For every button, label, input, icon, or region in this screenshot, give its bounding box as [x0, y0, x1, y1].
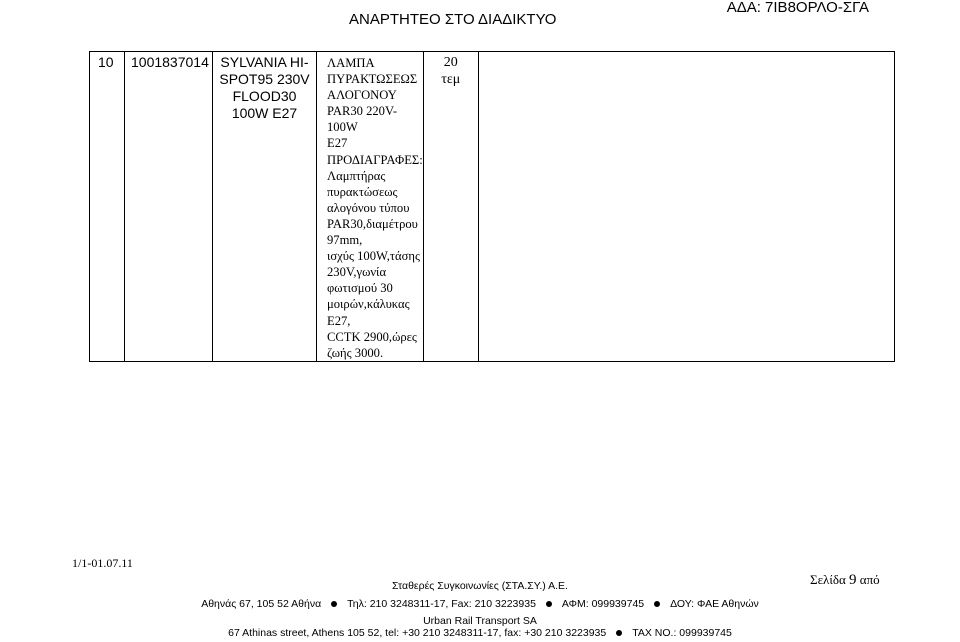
document-header-title: ΑΝΑΡΤΗΤΕΟ ΣΤΟ ΔΙΑΔΙΚΤΥΟ [349, 11, 557, 28]
description-line: μοιρών,κάλυκας [327, 297, 410, 312]
ada-code: ΑΔΑ: 7ΙΒ8ΟΡΛΟ-ΣΓΑ [726, 0, 869, 16]
footer-tax-office-greek: ΔΟΥ: ΦΑΕ Αθηνών [670, 598, 759, 610]
quantity-value: 20 [443, 55, 458, 70]
description-line: ισχύς 100W,τάσης [327, 249, 420, 264]
footer-contact-greek [0, 598, 960, 610]
item-number: 10 [90, 52, 125, 362]
description-line: PAR30 220V-100W [327, 104, 398, 135]
empty-cell [478, 52, 894, 362]
bullet-icon [616, 630, 622, 636]
product-line: 100W E27 [231, 105, 298, 121]
footer-date: 1/1-01.07.11 [72, 556, 133, 570]
description-line: CCTK 2900,ώρες [327, 329, 417, 344]
description-line: 230V,γωνία [327, 265, 387, 280]
description-line: αλογόνου τύπου [327, 200, 410, 215]
product-line: SPOT95 230V [219, 71, 310, 87]
description-line: ζωής 3000. [327, 345, 384, 360]
page-suffix: από [859, 572, 880, 587]
bullet-icon [546, 601, 552, 607]
footer-company-greek: Σταθερές Συγκοινωνίες (ΣΤΑ.ΣΥ.) Α.Ε. [392, 580, 568, 592]
footer-vat-greek: ΑΦΜ: 099939745 [561, 598, 645, 610]
description-line: PAR30,διαμέτρου [327, 216, 418, 231]
footer-phone-greek: Τηλ: 210 3248311-17, Fax: 210 3223935 [347, 598, 536, 610]
item-code: 1001837014 [125, 52, 213, 362]
footer-tax-english: TAX NO.: 099939745 [632, 627, 732, 639]
bullet-icon [654, 601, 660, 607]
footer-address-english: 67 Athinas street, Athens 105 52, tel: +30 210 3248311-17, fax: +30 210 3223935 [228, 627, 607, 639]
description-line: ΛΑΜΠΑ [327, 56, 375, 70]
description-line: ΠΡΟΔΙΑΓΡΑΦΕΣ: [327, 152, 423, 167]
item-quantity [423, 52, 478, 362]
description-line: ΑΛΟΓΟΝΟΥ [327, 88, 397, 103]
bullet-icon [331, 601, 337, 607]
footer-contact-english [0, 627, 960, 639]
item-description [317, 52, 424, 362]
description-line: πυρακτώσεως [327, 184, 398, 199]
description-line: E27, [327, 313, 351, 328]
table-row [90, 52, 895, 362]
description-line: 97mm, [327, 233, 363, 248]
description-line: E27 [327, 136, 348, 151]
description-line: ΠΥΡΑΚΤΩΣΕΩΣ [327, 72, 418, 87]
quantity-unit: τεμ [441, 72, 461, 87]
footer-address-greek: Αθηνάς 67, 105 52 Αθήνα [201, 598, 322, 610]
page-label: Σελίδα [810, 572, 846, 587]
description-line: Λαμπτήρας [327, 168, 386, 183]
product-line: FLOOD30 [232, 88, 297, 104]
page-number: 9 [849, 572, 857, 588]
footer-company-english: Urban Rail Transport SA [423, 615, 537, 627]
items-table [89, 51, 895, 362]
product-name [213, 52, 317, 362]
product-line: SYLVANIA HI- [220, 54, 309, 70]
description-line: φωτισμού 30 [327, 281, 393, 296]
